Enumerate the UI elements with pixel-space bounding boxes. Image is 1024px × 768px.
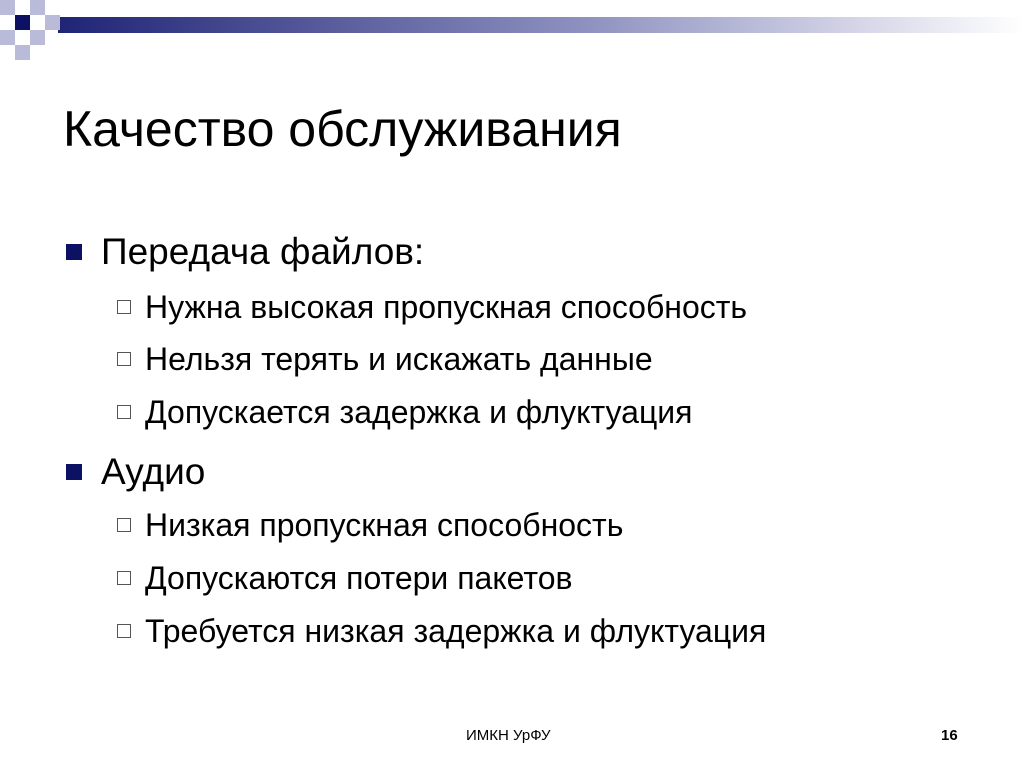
checker-square bbox=[30, 0, 45, 15]
hollow-square-bullet-icon bbox=[117, 518, 131, 532]
checker-square bbox=[15, 15, 30, 30]
checker-pattern bbox=[0, 0, 1024, 60]
checker-square bbox=[45, 15, 60, 30]
hollow-square-bullet-icon bbox=[117, 571, 131, 585]
checker-square bbox=[0, 30, 15, 45]
hollow-square-bullet-icon bbox=[117, 352, 131, 366]
checker-square bbox=[15, 0, 30, 15]
hollow-square-bullet-icon bbox=[117, 300, 131, 314]
hollow-square-bullet-icon bbox=[117, 624, 131, 638]
filled-square-bullet-icon bbox=[66, 464, 82, 480]
footer-text: ИМКН УрФУ bbox=[466, 727, 551, 744]
checker-square bbox=[30, 30, 45, 45]
checker-square bbox=[15, 45, 30, 60]
section-heading: Передача файлов: bbox=[101, 231, 425, 272]
list-item: Допускаются потери пакетов bbox=[145, 560, 573, 596]
section-heading: Аудио bbox=[101, 451, 206, 492]
page-number: 16 bbox=[941, 727, 958, 744]
checker-square bbox=[0, 0, 15, 15]
header-gradient-band bbox=[58, 17, 1024, 33]
list-item: Низкая пропускная способность bbox=[145, 507, 624, 543]
checker-square bbox=[0, 15, 15, 30]
slide-title: Качество обслуживания bbox=[63, 101, 622, 157]
filled-square-bullet-icon bbox=[66, 244, 82, 260]
header-decoration bbox=[0, 0, 1024, 60]
list-item: Допускается задержка и флуктуация bbox=[145, 394, 693, 430]
checker-square bbox=[45, 0, 60, 15]
list-item: Нельзя терять и искажать данные bbox=[145, 341, 653, 377]
checker-square bbox=[15, 30, 30, 45]
hollow-square-bullet-icon bbox=[117, 405, 131, 419]
checker-square bbox=[30, 15, 45, 30]
list-item: Нужна высокая пропускная способность bbox=[145, 289, 748, 325]
list-item: Требуется низкая задержка и флуктуация bbox=[145, 613, 767, 649]
